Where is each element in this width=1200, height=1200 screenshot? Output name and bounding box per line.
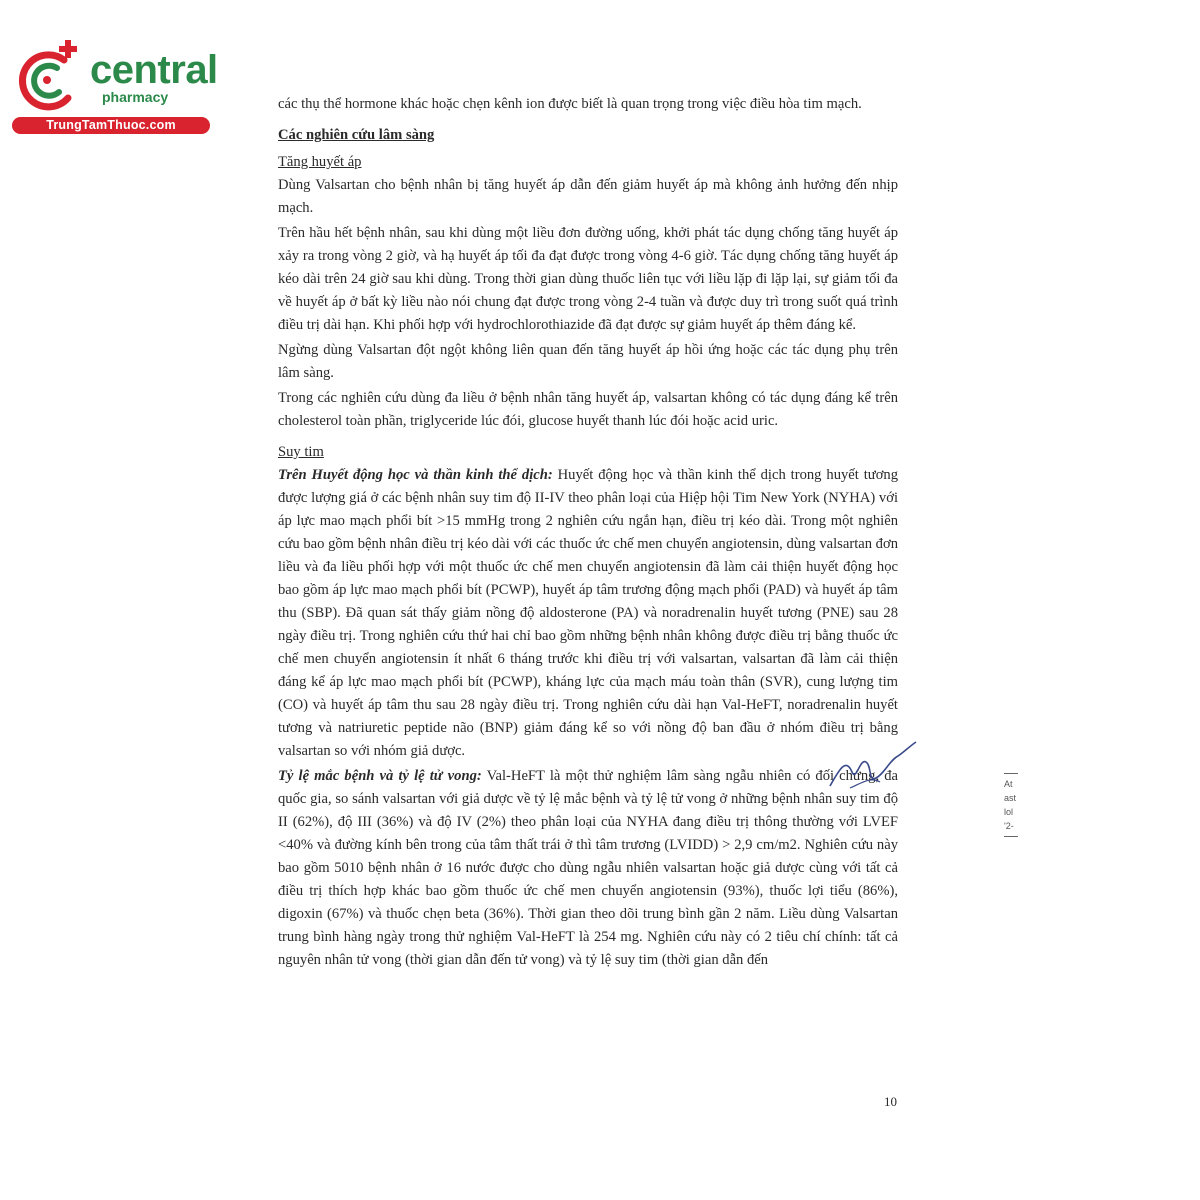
heart-failure-paragraph-1 (278, 464, 898, 763)
margin-stamp-fragment (1004, 770, 1034, 840)
margin-line-4: '2- (1004, 821, 1014, 831)
margin-line-1: At (1004, 779, 1013, 789)
margin-rule (1004, 836, 1018, 837)
subheading-hypertension: Tăng huyết áp (278, 154, 362, 170)
margin-line-2: ast (1004, 793, 1017, 803)
central-pharmacy-logo-icon (12, 38, 92, 118)
section-heading-clinical-studies: Các nghiên cứu lâm sàng (278, 127, 435, 143)
document-body (278, 93, 898, 974)
margin-line-3: lol (1004, 807, 1014, 817)
signature-scribble-icon (820, 738, 920, 798)
hypertension-paragraph-1: Dùng Valsartan cho bệnh nhân bị tăng huyết áp dẫn đến giảm huyết áp mà không ảnh hưởng đến nhịp mạch. (278, 177, 898, 216)
intro-paragraph: các thụ thể hormone khác hoặc chẹn kênh ion được biết là quan trọng trong việc điều hòa tim mạch. (278, 96, 862, 112)
morbidity-mortality-text: Val-HeFT là một thử nghiệm lâm sàng ngẫu nhiên có đối chứng, đa quốc gia, so sánh valsartan với giả dược về tỷ lệ mắc bệnh và tỷ lệ tử vong ở những bệnh nhân suy tim độ II (62%), độ III (36%) và độ IV (2%) theo phân loại của NYHA đang điều trị thông thường với LVEF <40% và đường kính bên trong của tâm thất trái ở thì tâm trương (LVIDD) > 2,9 cm/m2. Nghiên cứu này bao gồm 5010 bệnh nhân ở 16 nước được cho dùng ngẫu nhiên valsartan hoặc giả dược cùng với tất cả điều trị thích hợp khác bao gồm thuốc ức chế men chuyển angiotensin (93%), thuốc lợi tiểu (86%), digoxin (67%) và thuốc chẹn beta (36%). Thời gian theo dõi trung bình gần 2 năm. Liều dùng Valsartan trung bình hàng ngày trong thử nghiệm Val-HeFT là 254 mg. Nghiên cứu này có 2 tiêu chí chính: tất cả nguyên nhân tử vong (thời gian dẫn đến tử vong) và tỷ lệ suy tim (thời gian dẫn đến (278, 768, 898, 968)
logo-brand: central (90, 48, 218, 92)
margin-rule (1004, 773, 1018, 774)
logo-subtitle: pharmacy (102, 89, 169, 105)
logo-url: TrungTamThuoc.com (12, 117, 210, 134)
hypertension-paragraph-4: Trong các nghiên cứu dùng đa liều ở bệnh nhân tăng huyết áp, valsartan không có tác dụng đáng kể trên cholesterol toàn phần, triglyceride lúc đói, glucose huyết thanh lúc đói hoặc acid uric. (278, 390, 898, 429)
hypertension-paragraph-3: Ngừng dùng Valsartan đột ngột không liên quan đến tăng huyết áp hồi ứng hoặc các tác dụng phụ trên lâm sàng. (278, 342, 898, 381)
morbidity-mortality-lead: Tỷ lệ mắc bệnh và tỷ lệ tử vong: (278, 768, 482, 784)
heart-failure-paragraph-2 (278, 765, 898, 972)
hemodynamics-text: Huyết động học và thần kinh thể dịch trong huyết tương được lượng giá ở các bệnh nhân suy tim độ II-IV theo phân loại của Hiệp hội Tim New York (NYHA) với áp lực mao mạch phổi bít >15 mmHg trong 2 nghiên cứu ngắn hạn, điều trị kéo dài. Trong một nghiên cứu bao gồm bệnh nhân điều trị kéo dài với các thuốc ức chế men chuyển angiotensin, dùng valsartan đơn liều và đa liều phối hợp với một thuốc ức chế men chuyển angiotensin đã làm cải thiện huyết động học bao gồm áp lực mao mạch phổi bít (PCWP), huyết áp tâm trương động mạch phổi (PAD) và huyết áp tâm thu (SBP). Đã quan sát thấy giảm nồng độ aldosterone (PA) và noradrenalin huyết tương (PNE) sau 28 ngày điều trị. Trong nghiên cứu thứ hai chỉ bao gồm những bệnh nhân không được điều trị bằng thuốc ức chế men chuyển angiotensin ít nhất 6 tháng trước khi điều trị với valsartan, valsartan đã làm cải thiện đáng kể áp lực mao mạch phổi bít (PCWP), kháng lực của mạch máu toàn thân (SVR), cung lượng tim (CO) và huyết áp tâm thu sau 28 ngày điều trị. Trong nghiên cứu dài hạn Val-HeFT, noradrenalin huyết tương và natriuretic peptide não (BNP) giảm đáng kể so với nồng độ ban đầu ở nhóm điều trị bằng valsartan so với nhóm giả dược. (278, 467, 899, 759)
hemodynamics-lead: Trên Huyết động học và thần kinh thể dịch: (278, 467, 553, 483)
subheading-heart-failure: Suy tim (278, 444, 324, 460)
pharmacy-logo (12, 38, 218, 138)
hypertension-paragraph-2: Trên hầu hết bệnh nhân, sau khi dùng một liều đơn đường uống, khởi phát tác dụng chống tăng huyết áp xảy ra trong vòng 2 giờ, và hạ huyết áp tối đa đạt được trong vòng 4-6 giờ. Tác dụng chống tăng huyết áp kéo dài trên 24 giờ sau khi dùng. Trong thời gian dùng thuốc liên tục với liều lặp đi lặp lại, sự giảm tối đa về huyết áp ở bất kỳ liều nào nói chung đạt được trong vòng 2-4 tuần và được duy trì trong suốt quá trình điều trị dài hạn. Khi phối hợp với hydrochlorothiazide đã đạt được sự giảm huyết áp thêm đáng kể. (278, 225, 898, 333)
page-number: 10 (884, 1094, 897, 1109)
